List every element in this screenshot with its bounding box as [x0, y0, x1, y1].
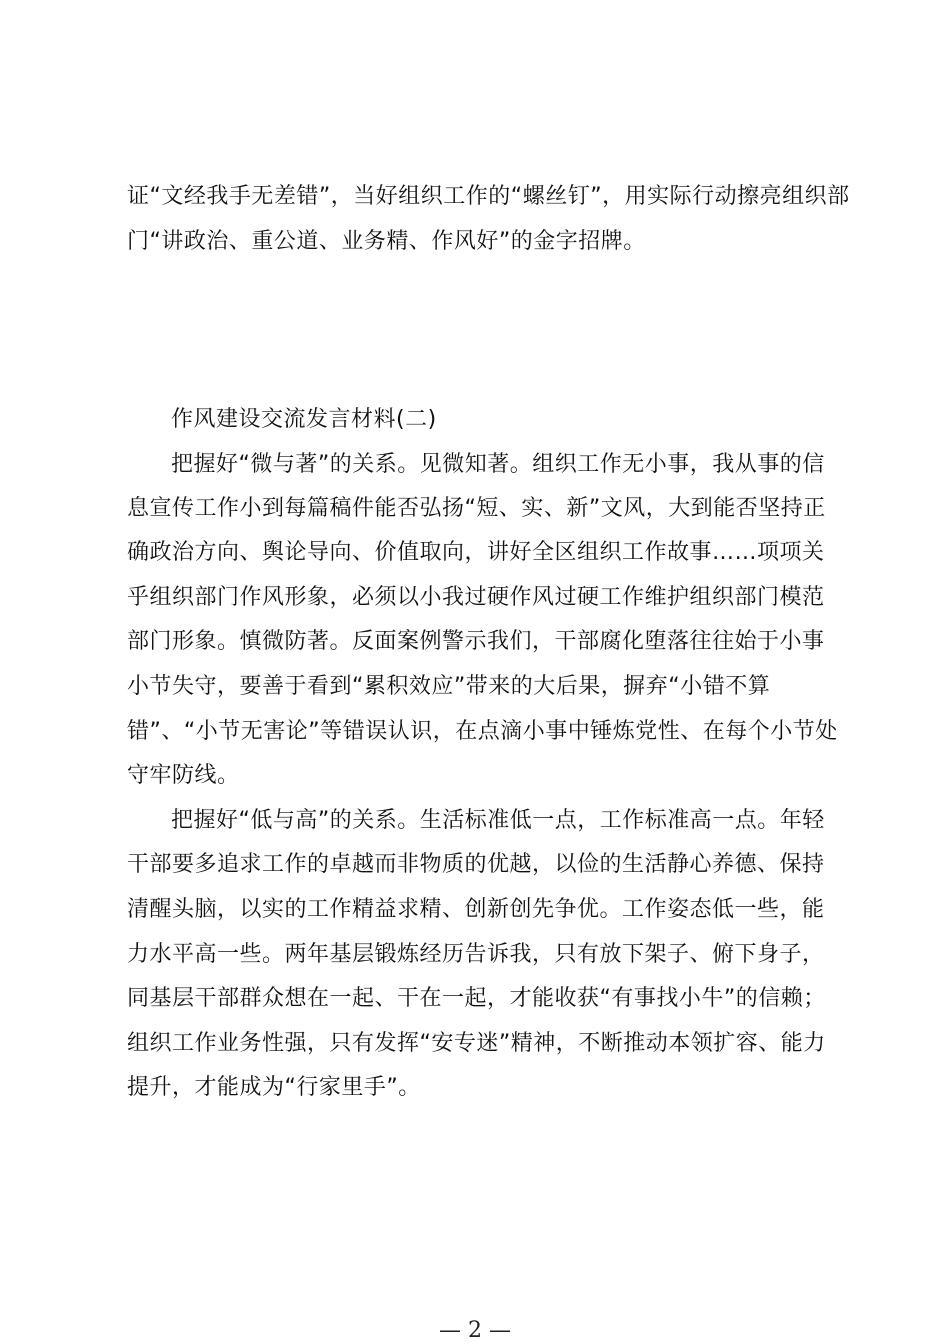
text-line: 清醒头脑，以实的工作精益求精、创新创先争优。工作姿态低一些，能: [127, 897, 825, 922]
text-line: 部门形象。慎微防著。反面案例警示我们，干部腐化堕落往往始于小事: [127, 629, 825, 654]
text-line: 小节失守，要善于看到“累积效应”带来的大后果，摒弃“小错不算: [127, 674, 771, 699]
text-line: 把握好“微与著”的关系。见微知著。组织工作无小事，我从事的信: [171, 452, 825, 477]
text-line: 力水平高一些。两年基层锻炼经历告诉我，只有放下架子、俯下身子，: [127, 942, 825, 967]
text-line: 把握好“低与高”的关系。生活标准低一点，工作标准高一点。年轻: [171, 808, 825, 833]
text-line: 组织工作业务性强，只有发挥“安专迷”精神，不断推动本领扩容、能力: [127, 1031, 826, 1056]
section-title: 作风建设交流发言材料(二): [171, 407, 437, 432]
text-line: 证“文经我手无差错”，当好组织工作的“螺丝钉”，用实际行动擦亮组织部: [127, 184, 850, 209]
text-line: 乎组织部门作风形象，必须以小我过硬作风过硬工作维护组织部门模范: [127, 585, 825, 610]
text-line: 门“讲政治、重公道、业务精、作风好”的金字招牌。: [127, 229, 646, 254]
text-line: 提升，才能成为“行家里手”。: [127, 1075, 421, 1100]
text-line: 息宣传工作小到每篇稿件能否弘扬“短、实、新”文风，大到能否坚持正: [127, 496, 826, 521]
text-line: 确政治方向、舆论导向、价值取向，讲好全区组织工作故事……项项关: [127, 540, 825, 565]
text-line: 同基层干部群众想在一起、干在一起，才能收获“有事找小牛”的信赖；: [127, 986, 826, 1011]
text-line: 错”、“小节无害论”等错误认识，在点滴小事中锤炼党性、在每个小节处: [127, 719, 838, 744]
page-number: — 2 —: [439, 1318, 511, 1343]
text-line: 守牢防线。: [127, 763, 240, 788]
text-line: 干部要多追求工作的卓越而非物质的优越，以俭的生活静心养德、保持: [127, 852, 825, 877]
